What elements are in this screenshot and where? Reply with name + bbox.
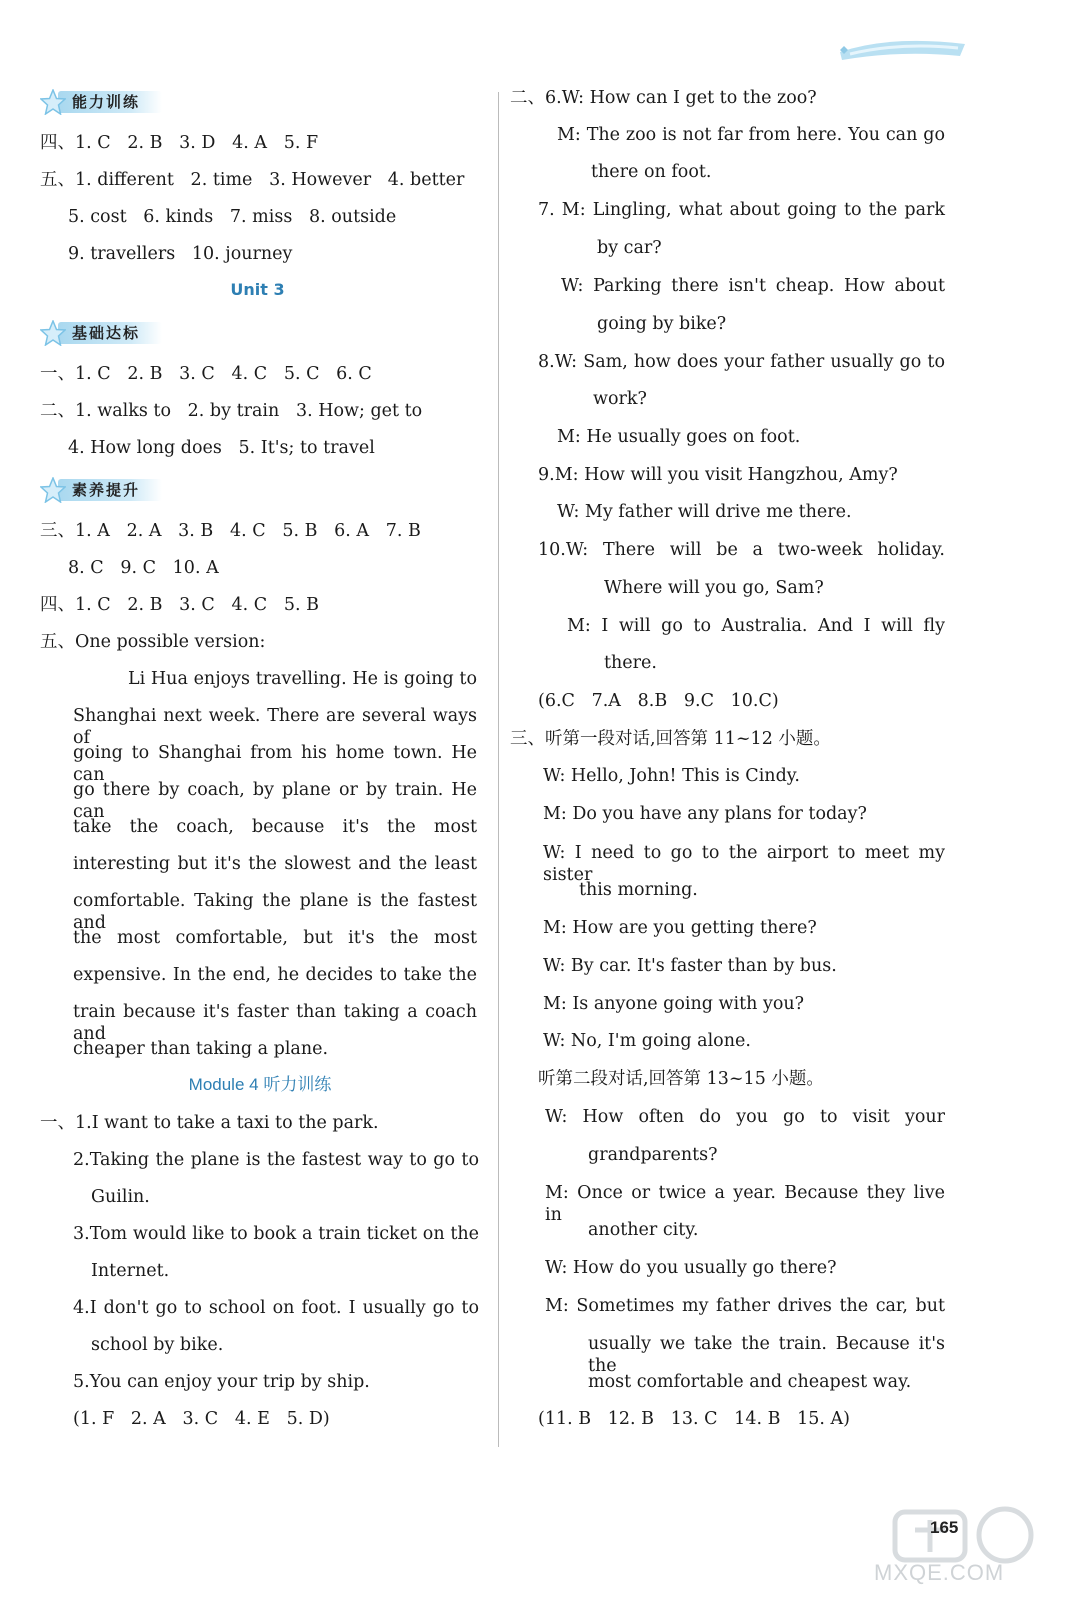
dialogue-line: W: How often do you go to visit your xyxy=(545,1107,945,1127)
dialogue-line: M: Is anyone going with you? xyxy=(543,994,805,1014)
essay-line: Li Hua enjoys travelling. He is going to xyxy=(128,669,477,689)
dialogue-line: most comfortable and cheapest way. xyxy=(588,1372,912,1392)
section-instruction: 三、听第一段对话,回答第 11~12 小题。 xyxy=(510,729,831,749)
dialogue-line: by car? xyxy=(597,238,662,258)
essay-line: the most comfortable, but it's the most xyxy=(73,928,477,948)
dialogue-line: W: My father will drive me there. xyxy=(557,502,852,522)
dialogue-line: M: I will go to Australia. And I will fly xyxy=(567,616,945,636)
section-label-text: 能力训练 xyxy=(58,91,162,113)
dialogue-line: M: Do you have any plans for today? xyxy=(543,804,867,824)
dialogue-line: 二、6.W: How can I get to the zoo? xyxy=(510,88,817,108)
essay-line: take the coach, because it's the most xyxy=(73,817,477,837)
dialogue-line: M: The zoo is not far from here. You can go xyxy=(557,125,945,145)
dialogue-line: this morning. xyxy=(579,880,698,900)
answer-line: 四、1. C 2. B 3. C 4. C 5. B xyxy=(40,595,319,615)
answer-key: (6.C 7.A 8.B 9.C 10.C) xyxy=(538,691,779,711)
answer-line: 4. How long does 5. It's; to travel xyxy=(68,438,375,458)
listening-line: school by bike. xyxy=(91,1335,224,1355)
dialogue-line: W: No, I'm going alone. xyxy=(543,1031,751,1051)
section-label-text: 素养提升 xyxy=(58,479,162,501)
dialogue-line: 9.M: How will you visit Hangzhou, Amy? xyxy=(538,465,898,485)
listening-line: Guilin. xyxy=(91,1187,150,1207)
listening-line: 2.Taking the plane is the fastest way to go to xyxy=(73,1150,479,1170)
dialogue-line: Where will you go, Sam? xyxy=(604,578,824,598)
dialogue-line: W: Hello, John! This is Cindy. xyxy=(543,766,800,786)
unit-title: Unit 3 xyxy=(230,280,285,299)
module-title: Module 4 听力训练 xyxy=(188,1075,332,1094)
header-decoration xyxy=(830,30,970,68)
essay-line: Shanghai next week. There are several ways of xyxy=(73,706,477,748)
answer-key: (1. F 2. A 3. C 4. E 5. D) xyxy=(73,1409,330,1429)
listening-line: 一、1.I want to take a taxi to the park. xyxy=(40,1113,379,1133)
essay-line: expensive. In the end, he decides to take the xyxy=(73,965,477,985)
section-label-basic xyxy=(40,321,162,345)
section-instruction: 听第二段对话,回答第 13~15 小题。 xyxy=(538,1069,824,1089)
dialogue-line: W: Parking there isn't cheap. How about xyxy=(561,276,945,296)
dialogue-line: W: By car. It's faster than by bus. xyxy=(543,956,837,976)
section-label-ability xyxy=(40,90,162,114)
essay-line: train because it's faster than taking a coach and xyxy=(73,1002,477,1044)
dialogue-line: going by bike? xyxy=(597,314,727,334)
dialogue-line: M: Sometimes my father drives the car, but xyxy=(545,1296,945,1316)
essay-line: cheaper than taking a plane. xyxy=(73,1039,329,1059)
dialogue-line: 8.W: Sam, how does your father usually go to xyxy=(538,352,945,372)
essay-line: comfortable. Taking the plane is the fastest and xyxy=(73,891,477,933)
watermark-text: MXQE.COM xyxy=(874,1560,1005,1585)
essay-line: interesting but it's the slowest and the least xyxy=(73,854,477,874)
answer-line: 二、1. walks to 2. by train 3. How; get to xyxy=(40,401,423,421)
listening-line: 4.I don't go to school on foot. I usually go to xyxy=(73,1298,479,1318)
answer-key: (11. B 12. B 13. C 14. B 15. A) xyxy=(538,1409,850,1429)
dialogue-line: work? xyxy=(593,389,647,409)
dialogue-line: 10.W: There will be a two-week holiday. xyxy=(538,540,945,560)
answer-line: 三、1. A 2. A 3. B 4. C 5. B 6. A 7. B xyxy=(40,521,421,541)
page-number: 165 xyxy=(930,1518,959,1537)
dialogue-line: M: Once or twice a year. Because they live in xyxy=(545,1183,945,1225)
dialogue-line: W: How do you usually go there? xyxy=(545,1258,837,1278)
dialogue-line: there. xyxy=(604,653,657,673)
star-icon xyxy=(40,320,66,346)
listening-line: 5.You can enjoy your trip by ship. xyxy=(73,1372,370,1392)
dialogue-line: M: How are you getting there? xyxy=(543,918,817,938)
answer-line: 一、1. C 2. B 3. C 4. C 5. C 6. C xyxy=(40,364,372,384)
dialogue-line: usually we take the train. Because it's the xyxy=(588,1334,945,1376)
listening-line: Internet. xyxy=(91,1261,170,1281)
dialogue-line: there on foot. xyxy=(591,162,712,182)
answer-line: 五、1. different 2. time 3. However 4. better xyxy=(40,170,465,190)
dialogue-line: W: I need to go to the airport to meet my sister xyxy=(543,843,945,885)
answer-line: 5. cost 6. kinds 7. miss 8. outside xyxy=(68,207,397,227)
section-label-literacy xyxy=(40,478,162,502)
answer-line: 五、One possible version: xyxy=(40,632,266,652)
answer-line: 四、1. C 2. B 3. D 4. A 5. F xyxy=(40,133,319,153)
essay-line: go there by coach, by plane or by train. He can xyxy=(73,780,477,822)
dialogue-line: M: He usually goes on foot. xyxy=(557,427,801,447)
answer-line: 8. C 9. C 10. A xyxy=(68,558,219,578)
section-label-text: 基础达标 xyxy=(58,322,162,344)
listening-line: 3.Tom would like to book a train ticket on the xyxy=(73,1224,479,1244)
star-icon xyxy=(40,89,66,115)
dialogue-line: another city. xyxy=(588,1220,699,1240)
dialogue-line: 7. M: Lingling, what about going to the park xyxy=(538,200,945,220)
star-icon xyxy=(40,477,66,503)
column-divider xyxy=(498,92,499,1447)
answer-line: 9. travellers 10. journey xyxy=(68,244,293,264)
essay-line: going to Shanghai from his home town. He can xyxy=(73,743,477,785)
dialogue-line: grandparents? xyxy=(588,1145,718,1165)
